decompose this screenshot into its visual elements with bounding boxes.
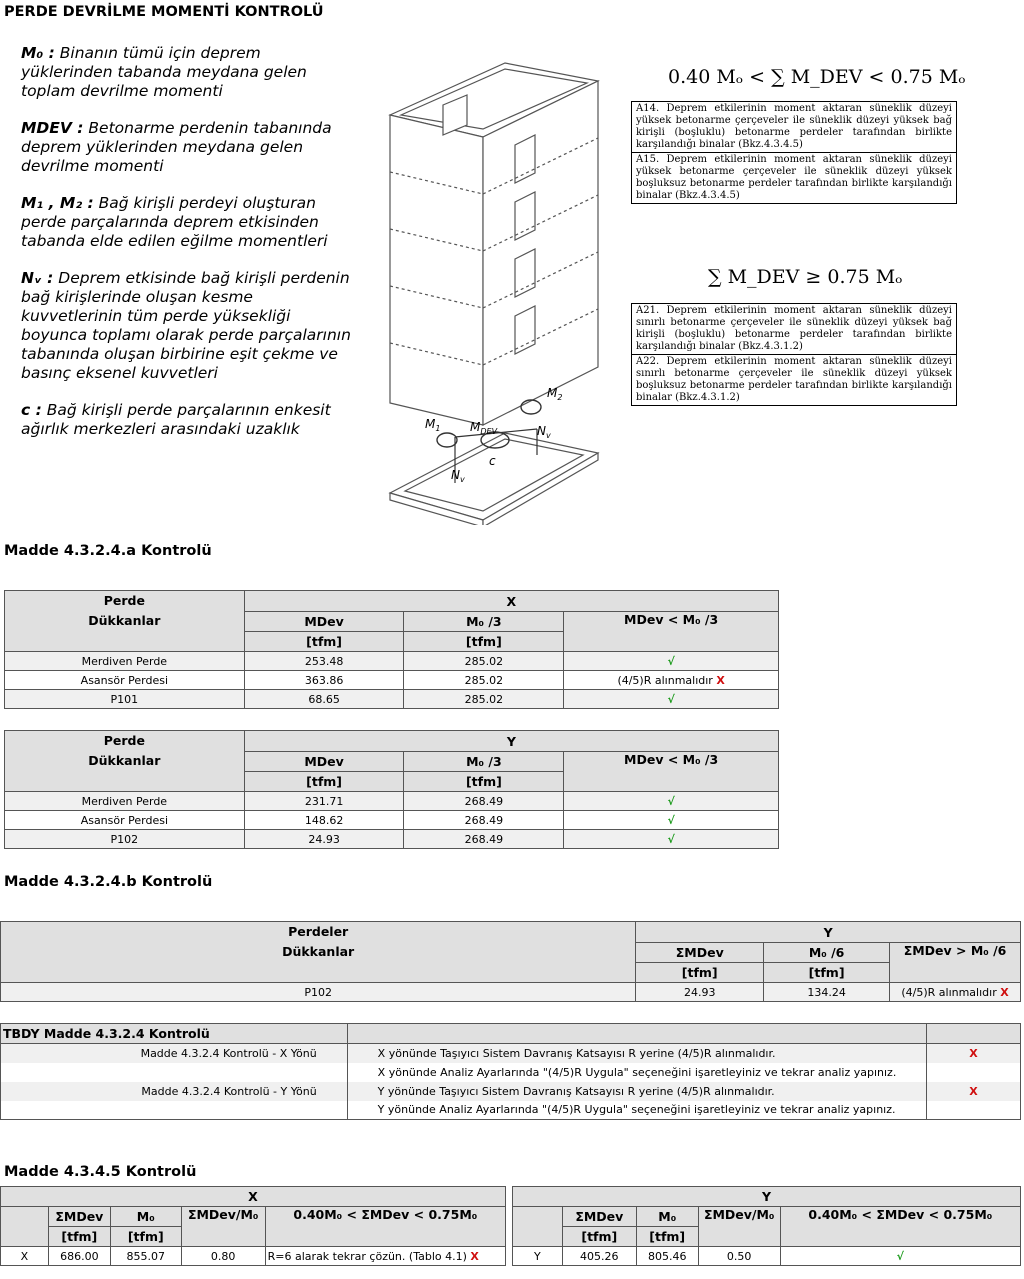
header-unit: [tfm]	[244, 632, 404, 652]
formula-2: ∑ M_DEV ≥ 0.75 Mₒ	[708, 266, 903, 288]
table-a-x	[4, 590, 779, 709]
header-ratio: ΣMDev/M₀	[181, 1207, 265, 1247]
header-m0: M₀	[110, 1207, 181, 1227]
definitions	[21, 44, 351, 457]
c-label: c	[489, 454, 496, 468]
mdev-label: $M_{DEV}$	[470, 420, 498, 436]
section-c-title: Madde 4.3.4.5 Kontrolü	[4, 1164, 197, 1180]
definition-m1-m2: M₁ , M₂ : Bağ kirişli perdeyi oluşturan perde parçalarında deprem etkisinden tabanda elde edilen eğilme momentleri	[21, 194, 328, 250]
tbdy-table	[0, 1023, 1021, 1120]
table-row: Asansör Perdesi 363.86 285.02 (4/5)R alınmalıdır X	[5, 671, 779, 690]
header-unit: [tfm]	[636, 1227, 698, 1247]
header-unit: [tfm]	[404, 772, 564, 792]
nv-label-top: $N_v$	[537, 424, 551, 440]
section-a-title: Madde 4.3.2.4.a Kontrolü	[4, 543, 212, 559]
table-row: X yönünde Analiz Ayarlarında "(4/5)R Uygula" seçeneğini işaretleyiniz ve tekrar analiz yapınız.	[1, 1063, 1021, 1082]
reference-a15: A15. Deprem etkilerinin moment aktaran süneklik düzeyi yüksek betonarme çerçeveler ile süneklik düzeyi yüksek boşluksuz betonarme perdeler tarafından birlikte karşılandığı binalar (Bkz.4.3.4.5)	[632, 152, 956, 203]
table-row: Merdiven Perde 231.71 268.49 √	[5, 792, 779, 811]
header-check: MDev < M₀ /3	[564, 612, 779, 652]
header-mdev: MDev	[244, 752, 404, 772]
fail-icon: X	[969, 1084, 978, 1098]
header-direction: X	[244, 591, 778, 612]
fail-icon: X	[716, 673, 725, 687]
table-a-y	[4, 730, 779, 849]
header-sum-mdev: ΣMDev	[636, 943, 764, 963]
reference-a14: A14. Deprem etkilerinin moment aktaran süneklik düzeyi yüksek betonarme çerçeveler ile süneklik düzeyi yüksek bağ kirişli (boşluklu) betonarme perdeler tarafından birlikte karşılandığı binalar (Bkz.4.3.4.5)	[636, 103, 952, 150]
table-row: Y yönünde Analiz Ayarlarında "(4/5)R Uygula" seçeneğini işaretleyiniz ve tekrar analiz yapınız.	[1, 1101, 1021, 1120]
header-direction: Y	[636, 922, 1021, 943]
shear-wall-diagram	[385, 55, 605, 525]
header-sum-mdev: ΣMDev	[48, 1207, 110, 1227]
header-check: ΣMDev > M₀ /6	[890, 943, 1021, 983]
formula-1: 0.40 Mₒ < ∑ M_DEV < 0.75 Mₒ	[668, 66, 966, 88]
check-icon: √	[667, 692, 675, 706]
fail-icon: X	[1000, 985, 1009, 999]
check-icon: √	[667, 813, 675, 827]
header-perdeler: Perdeler Dükkanlar	[1, 922, 636, 983]
header-unit: [tfm]	[636, 963, 764, 983]
header-unit: [tfm]	[48, 1227, 110, 1247]
reference-box-1	[631, 101, 957, 204]
header-direction: Y	[244, 731, 778, 752]
table-row: Madde 4.3.2.4 Kontrolü - Y Yönü Y yönünde Taşıyıcı Sistem Davranış Katsayısı R yerine (4/5)R alınmalıdır. X	[1, 1082, 1021, 1101]
header-check: MDev < M₀ /3	[564, 752, 779, 792]
table-row: Y 405.26 805.46 0.50 √	[513, 1247, 1021, 1266]
m2-label: $M_2$	[547, 386, 563, 402]
header-perde: Perde Dükkanlar	[5, 731, 245, 792]
check-icon: √	[667, 794, 675, 808]
header-check: 0.40M₀ < ΣMDev < 0.75M₀	[265, 1207, 505, 1247]
header-unit: [tfm]	[244, 772, 404, 792]
tbdy-title: TBDY Madde 4.3.2.4 Kontrolü	[1, 1024, 348, 1044]
header-m0: M₀ /6	[764, 943, 890, 963]
check-icon: √	[667, 654, 675, 668]
definition-mdev: MDEV : Betonarme perdenin tabanında deprem yüklerinden meydana gelen devrilme momenti	[21, 119, 332, 175]
table-row: P101 68.65 285.02 √	[5, 690, 779, 709]
header-direction: X	[1, 1187, 506, 1207]
header-sum-mdev: ΣMDev	[562, 1207, 636, 1227]
reference-box-2	[631, 303, 957, 406]
table-row: P102 24.93 134.24 (4/5)R alınmalıdır X	[1, 983, 1021, 1002]
definition-nv: Nᵥ : Deprem etkisinde bağ kirişli perdenin bağ kirişlerinde oluşan kesme kuvvetlerinin tüm perde yüksekliği boyunca toplamı olarak perde parçalarının tabanında oluşan birbirine eşit çekme ve basınç eksenel kuvvetleri	[21, 269, 351, 382]
header-m0: M₀ /3	[404, 612, 564, 632]
table-c-y	[512, 1186, 1021, 1266]
table-row: Merdiven Perde 253.48 285.02 √	[5, 652, 779, 671]
table-row: Madde 4.3.2.4 Kontrolü - X Yönü X yönünde Taşıyıcı Sistem Davranış Katsayısı R yerine (4/5)R alınmalıdır. X	[1, 1044, 1021, 1063]
header-m0: M₀ /3	[404, 752, 564, 772]
header-direction: Y	[513, 1187, 1021, 1207]
nv-label-bottom: $N_v$	[451, 468, 465, 484]
fail-icon: X	[969, 1046, 978, 1060]
header-check: 0.40M₀ < ΣMDev < 0.75M₀	[780, 1207, 1020, 1247]
header-unit: [tfm]	[764, 963, 890, 983]
table-b	[0, 921, 1021, 1002]
header-perde: Perde Dükkanlar	[5, 591, 245, 652]
header-mdev: MDev	[244, 612, 404, 632]
section-b-title: Madde 4.3.2.4.b Kontrolü	[4, 874, 213, 890]
check-icon: √	[896, 1249, 904, 1263]
reference-a22: A22. Deprem etkilerinin moment aktaran süneklik düzeyi sınırlı betonarme çerçeveler ile süneklik düzeyi yüksek boşluksuz betonarme perdeler tarafından birlikte karşılandığı binalar (Bkz.4.3.1.2)	[632, 354, 956, 405]
table-c-x	[0, 1186, 506, 1266]
reference-a21: A21. Deprem etkilerinin moment aktaran süneklik düzeyi sınırlı betonarme çerçeveler ile süneklik düzeyi yüksek bağ kirişli (boşluklu) betonarme perdeler tarafından birlikte karşılandığı binalar (Bkz.4.3.1.2)	[636, 305, 952, 352]
header-unit: [tfm]	[110, 1227, 181, 1247]
check-icon: √	[667, 832, 675, 846]
table-row: Asansör Perdesi 148.62 268.49 √	[5, 811, 779, 830]
definition-c: c : Bağ kirişli perde parçalarının enkesit ağırlık merkezleri arasındaki uzaklık	[21, 401, 331, 438]
m1-label: $M_1$	[425, 417, 441, 433]
definition-m0: M₀ : Binanın tümü için deprem yüklerinden tabanda meydana gelen toplam devrilme momenti	[21, 44, 307, 100]
header-unit: [tfm]	[562, 1227, 636, 1247]
header-unit: [tfm]	[404, 632, 564, 652]
fail-icon: X	[470, 1249, 479, 1263]
page-title: PERDE DEVRİLME MOMENTİ KONTROLÜ	[4, 4, 324, 20]
header-m0: M₀	[636, 1207, 698, 1227]
table-row: X 686.00 855.07 0.80 R=6 alarak tekrar çözün. (Tablo 4.1) X	[1, 1247, 506, 1266]
header-ratio: ΣMDev/M₀	[698, 1207, 780, 1247]
table-row: P102 24.93 268.49 √	[5, 830, 779, 849]
